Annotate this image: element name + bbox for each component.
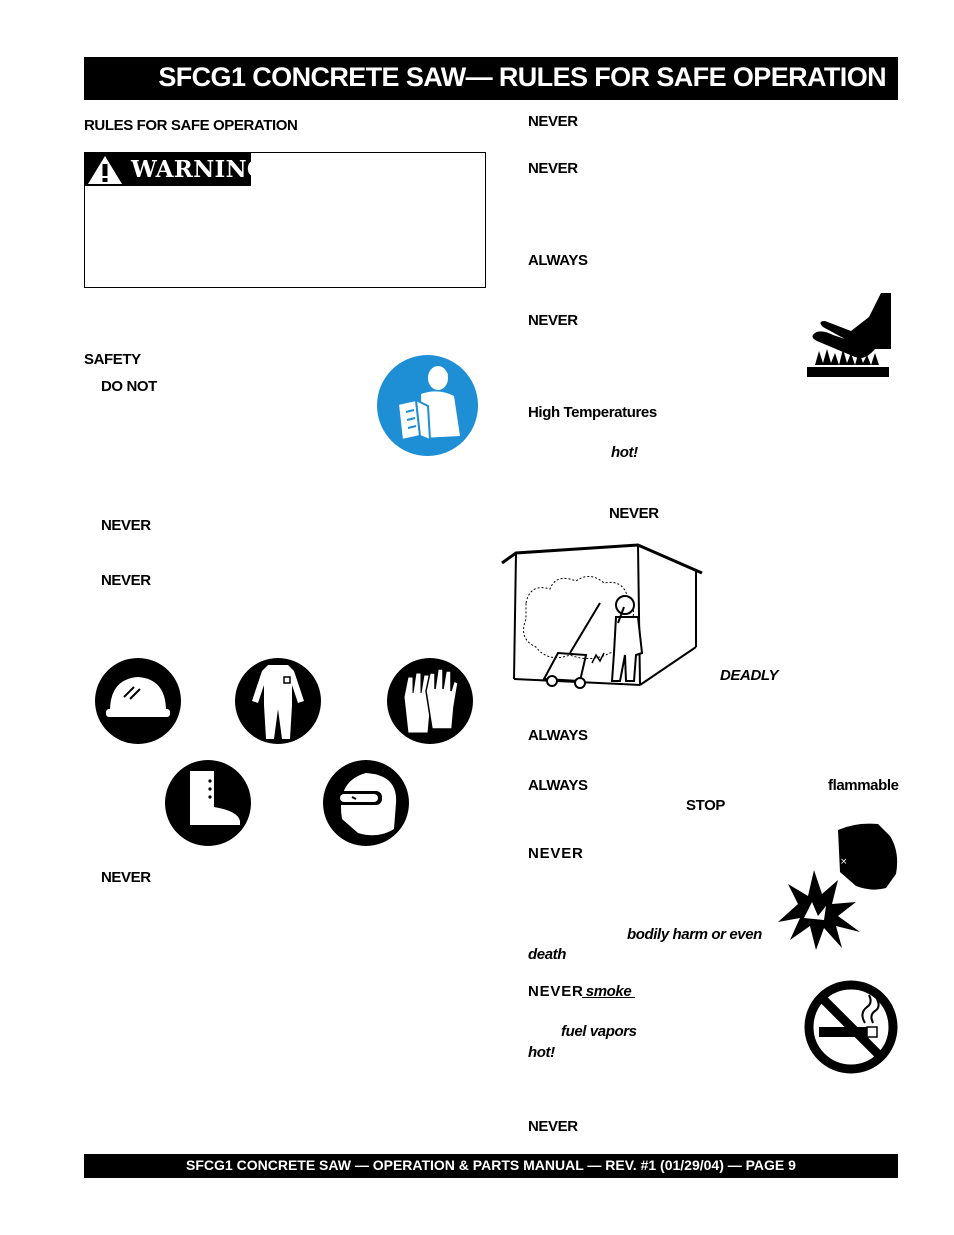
gloves-icon <box>386 657 474 745</box>
page-header <box>84 57 898 100</box>
safety-boots-icon <box>164 759 252 847</box>
no-smoking-icon <box>803 979 899 1075</box>
hot-text-1: hot! <box>611 444 638 461</box>
flammable-text: flammable <box>828 777 899 794</box>
read-manual-icon <box>376 354 479 457</box>
stop-text: STOP <box>686 797 725 814</box>
hot-surface-icon <box>803 291 893 385</box>
safety-goggles-icon <box>322 759 410 847</box>
safety-heading: SAFETY <box>84 351 141 368</box>
warning-tab <box>85 153 267 186</box>
always-text-3: ALWAYS <box>528 777 588 794</box>
always-text-2: ALWAYS <box>528 727 588 744</box>
warning-label: WARNING <box>131 156 267 183</box>
deadly-text: DEADLY <box>720 667 779 684</box>
never-text-right-4: NEVER <box>609 505 659 522</box>
never-text-right-6: NEVER <box>528 983 584 1000</box>
explosion-icon <box>776 822 898 952</box>
coveralls-icon <box>234 657 322 745</box>
hard-hat-icon <box>94 657 182 745</box>
never-text-right-5: NEVER <box>528 845 584 862</box>
never-text-left-2: NEVER <box>101 572 151 589</box>
never-text-left-3: NEVER <box>101 869 151 886</box>
bodily-harm-text: bodily harm or even <box>627 926 762 943</box>
enclosed-area-exhaust-icon <box>500 543 704 693</box>
never-text-right-3: NEVER <box>528 312 578 329</box>
fuel-vapors-text: fuel vapors <box>561 1023 637 1040</box>
always-text-1: ALWAYS <box>528 252 588 269</box>
hot-text-2: hot! <box>528 1044 555 1061</box>
section-heading: RULES FOR SAFE OPERATION <box>84 117 298 134</box>
warning-box <box>84 152 486 288</box>
page-footer <box>84 1154 898 1178</box>
never-text-right-2: NEVER <box>528 160 578 177</box>
warning-triangle-icon <box>87 155 123 185</box>
death-text: death <box>528 946 567 963</box>
page-title: SFCG1 CONCRETE SAW— RULES FOR SAFE OPERATION <box>158 62 886 92</box>
high-temperatures-text: High Temperatures <box>528 404 657 421</box>
svg-text:×: × <box>840 857 848 867</box>
never-text-right-7: NEVER <box>528 1118 578 1135</box>
do-not-text: DO NOT <box>101 378 157 395</box>
smoke-text: smoke <box>582 983 636 1000</box>
never-text-left-1: NEVER <box>101 517 151 534</box>
never-text-right-1: NEVER <box>528 113 578 130</box>
footer-text: SFCG1 CONCRETE SAW — OPERATION & PARTS MANUAL — REV. #1 (01/29/04) — PAGE 9 <box>186 1157 796 1173</box>
